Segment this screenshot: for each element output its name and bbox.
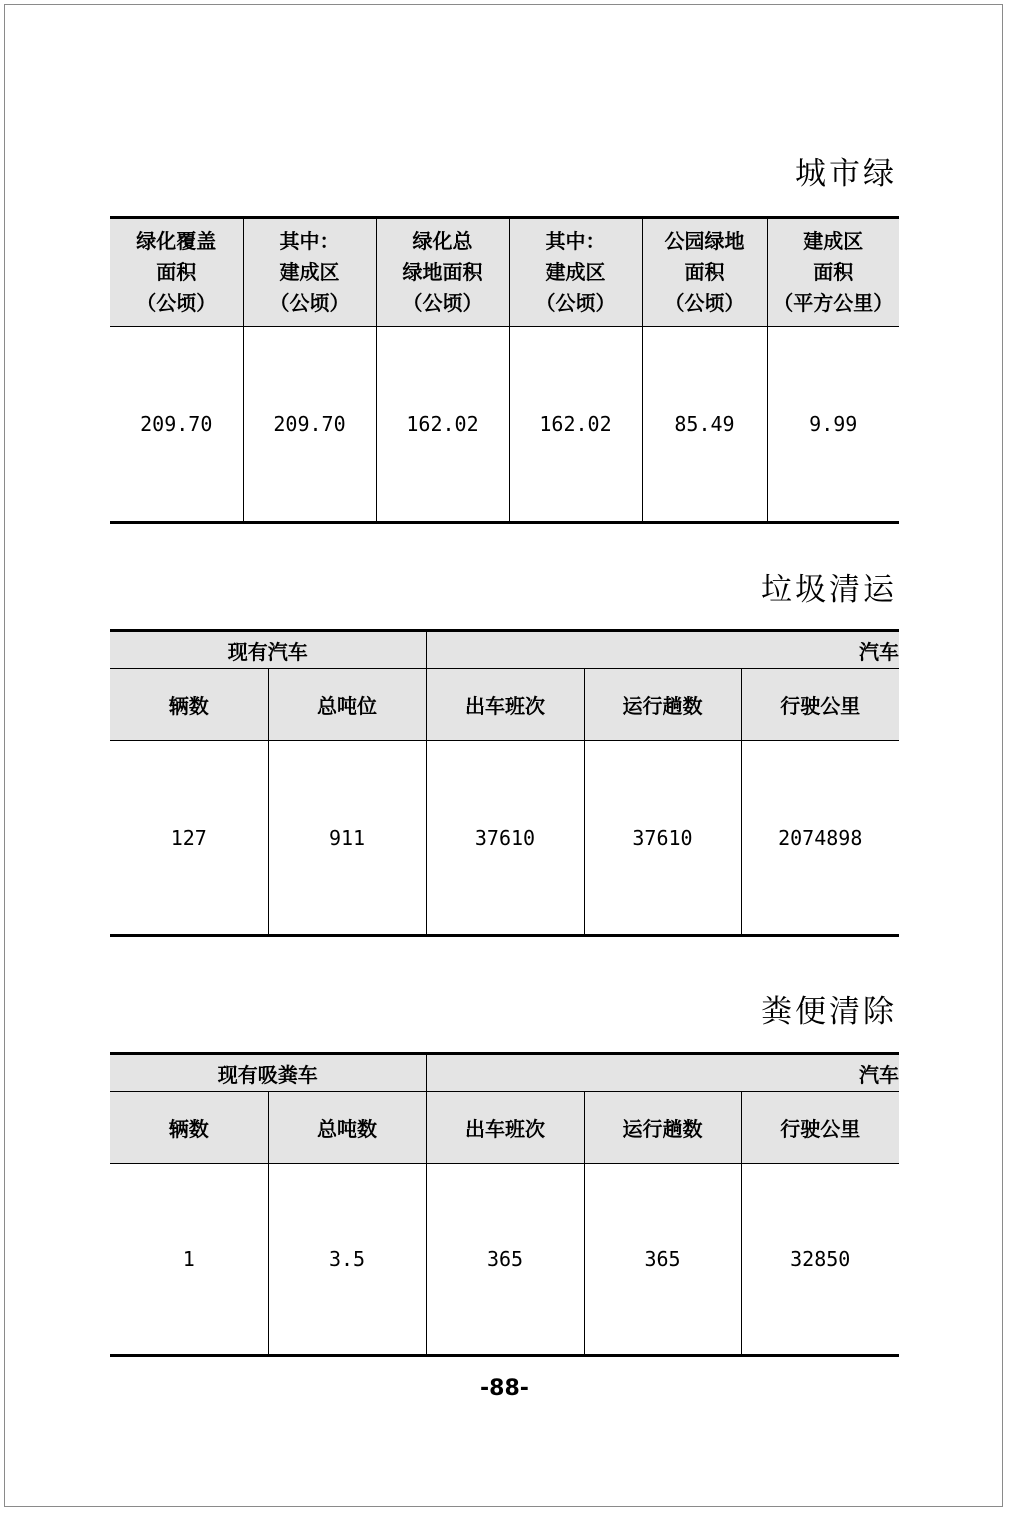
feces-group-right: 汽车 [426,1054,899,1092]
garbage-group-left: 现有汽车 [110,631,426,669]
page-number: -88- [480,1376,529,1401]
garbage-value-cell: 2074898 [741,741,899,936]
greening-value-cell: 9.99 [767,327,899,523]
greening-section-title: 城市绿 [795,156,897,192]
feces-header-cell: 总吨数 [268,1092,426,1164]
garbage-header-row [110,669,899,741]
garbage-value-cell: 37610 [584,741,741,936]
garbage-value-cell: 911 [268,741,426,936]
garbage-header-cell: 出车班次 [426,669,584,741]
feces-value-cell: 365 [426,1164,584,1356]
feces-header-cell: 辆数 [110,1092,268,1164]
garbage-header-cell: 辆数 [110,669,268,741]
greening-header-cell: 公园绿地 面积 （公顷） [642,218,767,327]
garbage-section-title: 垃圾清运 [761,572,897,608]
greening-value-cell: 162.02 [376,327,509,523]
garbage-group-right: 汽车 [426,631,899,669]
feces-table [110,1052,899,1357]
garbage-value-cell: 37610 [426,741,584,936]
greening-value-cell: 209.70 [110,327,243,523]
feces-group-left: 现有吸粪车 [110,1054,426,1092]
greening-header-cell: 建成区 面积 （平方公里） [767,218,899,327]
greening-header-row [110,218,899,327]
feces-value-cell: 3.5 [268,1164,426,1356]
garbage-group-header-row [110,631,899,669]
feces-section-title: 粪便清除 [761,994,897,1030]
garbage-value-cell: 127 [110,741,268,936]
feces-header-row [110,1092,899,1164]
feces-data-row [110,1164,899,1356]
greening-header-cell: 绿化覆盖 面积 （公顷） [110,218,243,327]
garbage-table [110,629,899,937]
feces-value-cell: 1 [110,1164,268,1356]
garbage-header-cell: 总吨位 [268,669,426,741]
greening-value-cell: 162.02 [509,327,642,523]
greening-value-cell: 85.49 [642,327,767,523]
feces-group-header-row [110,1054,899,1092]
feces-header-cell: 运行趟数 [584,1092,741,1164]
feces-value-cell: 365 [584,1164,741,1356]
feces-header-cell: 行驶公里 [741,1092,899,1164]
greening-header-cell: 其中： 建成区 （公顷） [509,218,642,327]
garbage-header-cell: 行驶公里 [741,669,899,741]
greening-table [110,216,899,524]
greening-data-row [110,327,899,523]
greening-value-cell: 209.70 [243,327,376,523]
feces-header-cell: 出车班次 [426,1092,584,1164]
garbage-header-cell: 运行趟数 [584,669,741,741]
feces-value-cell: 32850 [741,1164,899,1356]
garbage-data-row [110,741,899,936]
greening-header-cell: 绿化总 绿地面积 （公顷） [376,218,509,327]
greening-header-cell: 其中： 建成区 （公顷） [243,218,376,327]
